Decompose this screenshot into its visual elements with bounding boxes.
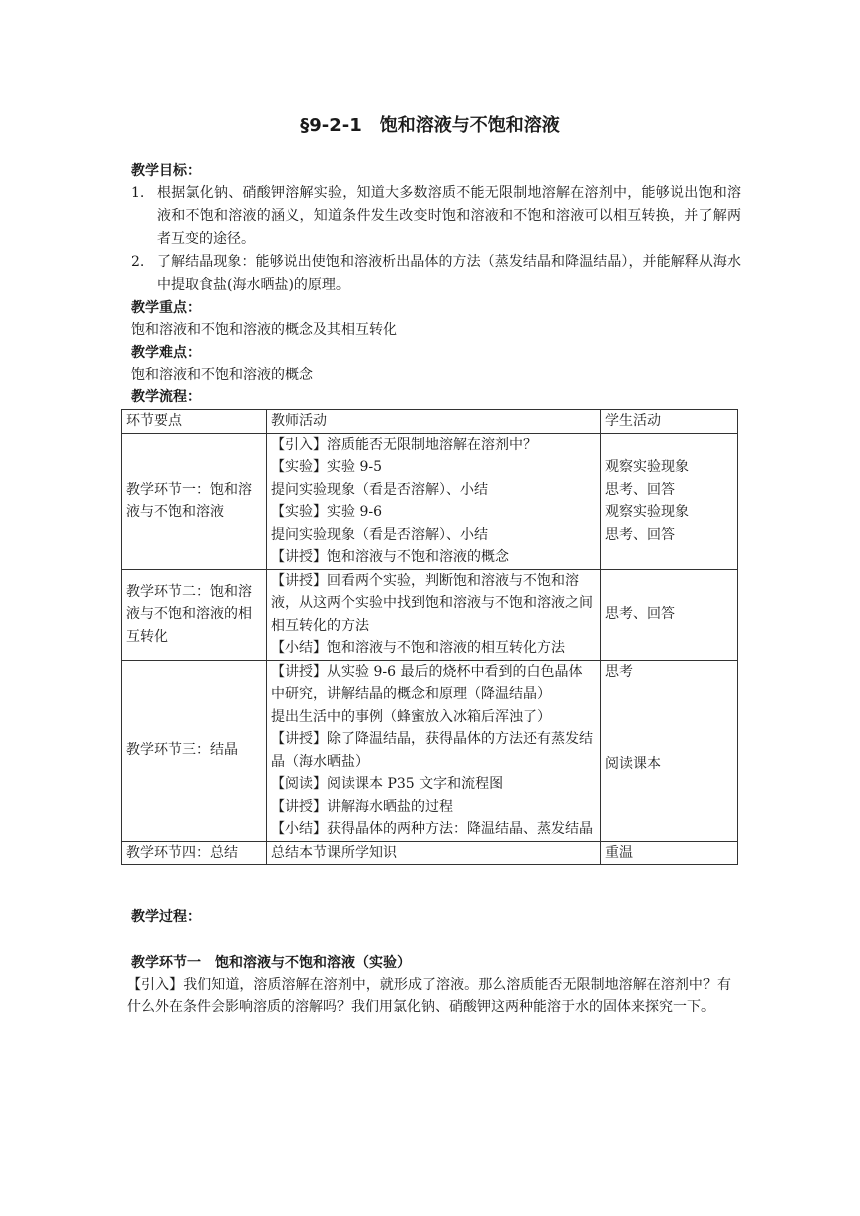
teacher-line: 【阅读】阅读课本 P35 文字和流程图 (271, 776, 504, 792)
objective-item (131, 182, 741, 251)
student-line: 思考、回答 (605, 526, 675, 543)
student-line: 思考、回答 (605, 481, 675, 498)
objectives-heading: 教学目标： (131, 163, 201, 179)
teacher-line: 【小结】饱和溶液与不饱和溶液的相互转化方法 (271, 640, 565, 656)
process-body (127, 952, 741, 1018)
teacher-line: 提问实验现象（看是否溶解）、小结 (271, 481, 488, 498)
teacher-cell (267, 433, 601, 569)
teacher-line: 【讲授】讲解海水晒盐的过程 (271, 798, 453, 815)
teacher-line: 提出生活中的事例（蜂蜜放入冰箱后浑浊了） (271, 708, 551, 725)
difficulties-section (131, 342, 741, 386)
objective-number: 1. (131, 185, 145, 201)
objective-text: 了解结晶现象：能够说出使饱和溶液析出晶体的方法（蒸发结晶和降温结晶），并能解释从海水中提取食盐(海水晒盐)的原理。 (157, 254, 741, 293)
objectives-list (131, 182, 741, 297)
teacher-line: 【讲授】从实验 9-6 最后的烧杯中看到的白色晶体中研究，讲解结晶的概念和原理（降温结晶） (271, 663, 583, 702)
table-header-row (122, 410, 738, 434)
page-title: §9-2-1 饱和溶液与不饱和溶液 (300, 115, 560, 136)
stage-cell: 教学环节一：饱和溶液与不饱和溶液 (122, 433, 267, 569)
student-cell (601, 569, 738, 660)
key-points-heading: 教学重点： (131, 300, 201, 316)
teacher-cell (267, 660, 601, 841)
teacher-line: 【实验】实验 9-6 (271, 504, 382, 520)
student-line: 阅读课本 (605, 756, 661, 772)
header-cell-teacher: 教师活动 (267, 410, 601, 434)
table-row (122, 433, 738, 569)
process-section (131, 906, 741, 928)
process-heading: 教学过程： (131, 909, 201, 925)
teacher-line: 【讲授】除了降温结晶，获得晶体的方法还有蒸发结晶（海水晒盐） (271, 731, 593, 770)
teacher-line: 【实验】实验 9-5 (271, 459, 382, 475)
stage-cell: 教学环节三：结晶 (122, 660, 267, 841)
table-row (122, 569, 738, 660)
key-points-section (131, 297, 741, 341)
objectives-section (131, 160, 741, 297)
teacher-line: 【引入】溶质能否无限制地溶解在溶剂中？ (271, 436, 537, 453)
student-line: 观察实验现象 (605, 504, 689, 520)
student-line: 重温 (605, 844, 633, 861)
flow-heading: 教学流程： (131, 389, 201, 405)
flow-heading-wrap (131, 386, 741, 408)
teacher-line: 【小结】获得晶体的两种方法：降温结晶、蒸发结晶 (271, 821, 593, 837)
stage-cell: 教学环节四：总结 (122, 841, 267, 865)
student-cell (601, 433, 738, 569)
teacher-cell (267, 569, 601, 660)
header-cell-stage: 环节要点 (122, 410, 267, 434)
student-spacer (605, 683, 733, 753)
table-row (122, 841, 738, 865)
teacher-cell (267, 841, 601, 865)
objective-item (131, 251, 741, 297)
teacher-line: 提问实验现象（看是否溶解）、小结 (271, 526, 488, 543)
objective-number: 2. (131, 254, 145, 270)
section-heading: 教学环节一 饱和溶液与不饱和溶液（实验） (131, 955, 411, 971)
teacher-line: 【讲授】回看两个实验，判断饱和溶液与不饱和溶液，从这两个实验中找到饱和溶液与不饱和溶液之间相互转化的方法 (271, 572, 593, 634)
difficulties-heading: 教学难点： (131, 345, 201, 361)
student-cell (601, 660, 738, 841)
teaching-flow-table (121, 409, 738, 865)
student-line: 观察实验现象 (605, 459, 689, 475)
stage-cell: 教学环节二：饱和溶液与不饱和溶液的相互转化 (122, 569, 267, 660)
student-line: 思考、回答 (605, 606, 675, 623)
teacher-line: 【讲授】饱和溶液与不饱和溶液的概念 (271, 549, 509, 565)
teacher-line: 总结本节课所学知识 (271, 844, 397, 861)
difficulties-text: 饱和溶液和不饱和溶液的概念 (131, 367, 313, 383)
key-points-text: 饱和溶液和不饱和溶液的概念及其相互转化 (131, 322, 397, 338)
header-cell-student: 学生活动 (601, 410, 738, 434)
objective-text: 根据氯化钠、硝酸钾溶解实验，知道大多数溶质不能无限制地溶解在溶剂中，能够说出饱和溶液和不饱和溶液的涵义，知道条件发生改变时饱和溶液和不饱和溶液可以相互转换，并了解两者互变的途径。 (157, 185, 741, 247)
process-text: 【引入】我们知道，溶质溶解在溶剂中，就形成了溶液。那么溶质能否无限制地溶解在溶剂中？有什么外在条件会影响溶质的溶解吗？我们用氯化钠、硝酸钾这两种能溶于水的固体来探究一下。 (127, 977, 731, 1015)
student-line: 思考 (605, 663, 633, 680)
table-row (122, 660, 738, 841)
student-cell (601, 841, 738, 865)
